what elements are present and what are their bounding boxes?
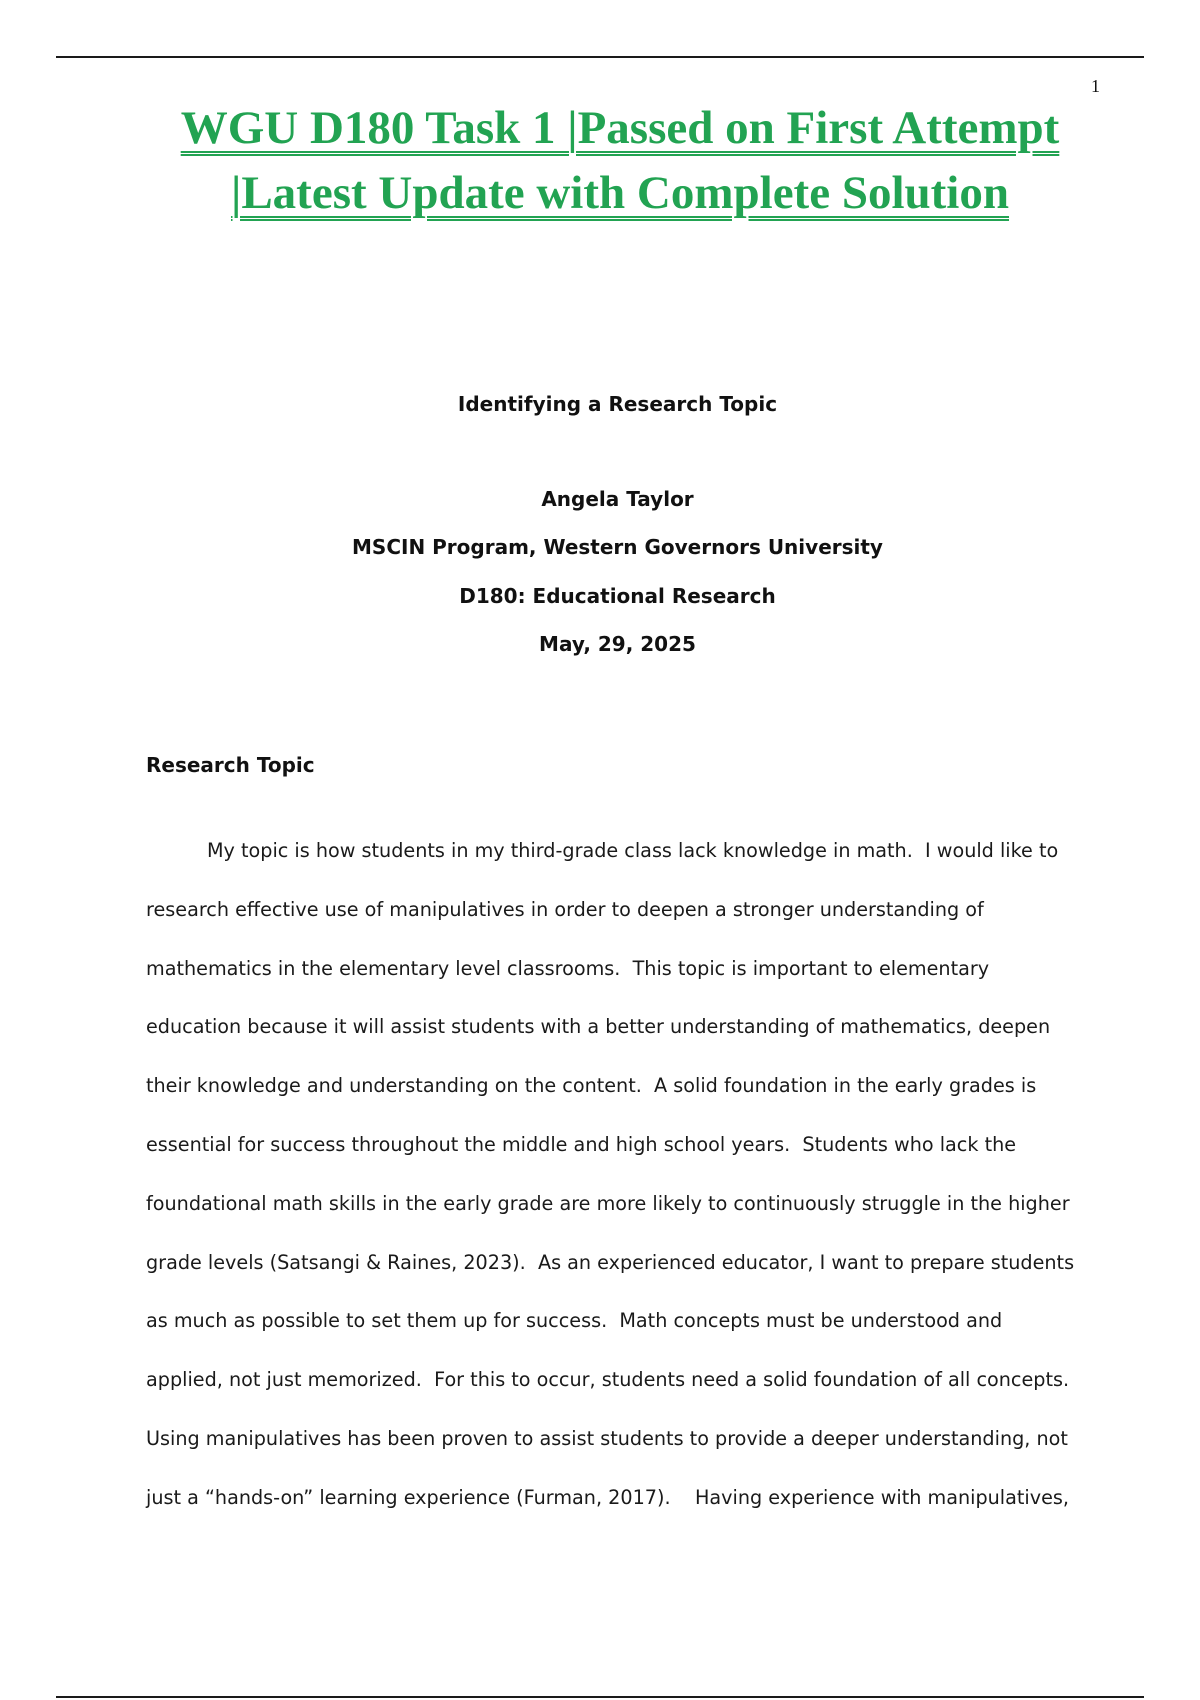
author-affiliation: MSCIN Program, Western Governors University — [352, 535, 883, 559]
paper-title: Identifying a Research Topic — [457, 392, 778, 416]
body-line: their knowledge and understanding on the content. A solid foundation in the early grades is — [146, 1074, 1037, 1098]
body-line: Using manipulatives has been proven to assist students to provide a deeper understanding, not — [146, 1426, 1068, 1450]
section-heading: Research Topic — [146, 753, 315, 777]
course-name: D180: Educational Research — [459, 584, 776, 608]
body-line: essential for success throughout the middle and high school years. Students who lack the — [146, 1132, 1017, 1156]
submission-date: May, 29, 2025 — [539, 632, 696, 656]
document-title-line-2: |Latest Update with Complete Solution — [230, 167, 1010, 219]
body-line: grade levels (Satsangi & Raines, 2023). As an experienced educator, I want to prepare students — [146, 1250, 1075, 1274]
body-line: education because it will assist students with a better understanding of mathematics, deepen — [146, 1015, 1051, 1039]
document-title — [110, 96, 1130, 226]
body-line: research effective use of manipulatives in order to deepen a stronger understanding of — [146, 897, 984, 921]
page-top-rule — [56, 56, 1144, 58]
author-name: Angela Taylor — [541, 487, 694, 511]
document-title-line-1: WGU D180 Task 1 |Passed on First Attempt — [180, 102, 1060, 154]
page-bottom-rule — [56, 1696, 1144, 1698]
page-number: 1 — [1091, 76, 1100, 96]
body-line: foundational math skills in the early grade are more likely to continuously struggle in the higher — [146, 1191, 1070, 1215]
body-line: applied, not just memorized. For this to occur, students need a solid foundation of all concepts. — [146, 1368, 1070, 1392]
body-line: My topic is how students in my third-grade class lack knowledge in math. I would like to — [146, 839, 1059, 862]
body-line: as much as possible to set them up for success. Math concepts must be understood and — [146, 1309, 1003, 1333]
body-line: mathematics in the elementary level classrooms. This topic is important to elementary — [146, 956, 990, 980]
section-body — [146, 822, 1091, 1528]
body-line: just a “hands-on” learning experience (Furman, 2017). Having experience with manipulatives, — [146, 1485, 1070, 1509]
